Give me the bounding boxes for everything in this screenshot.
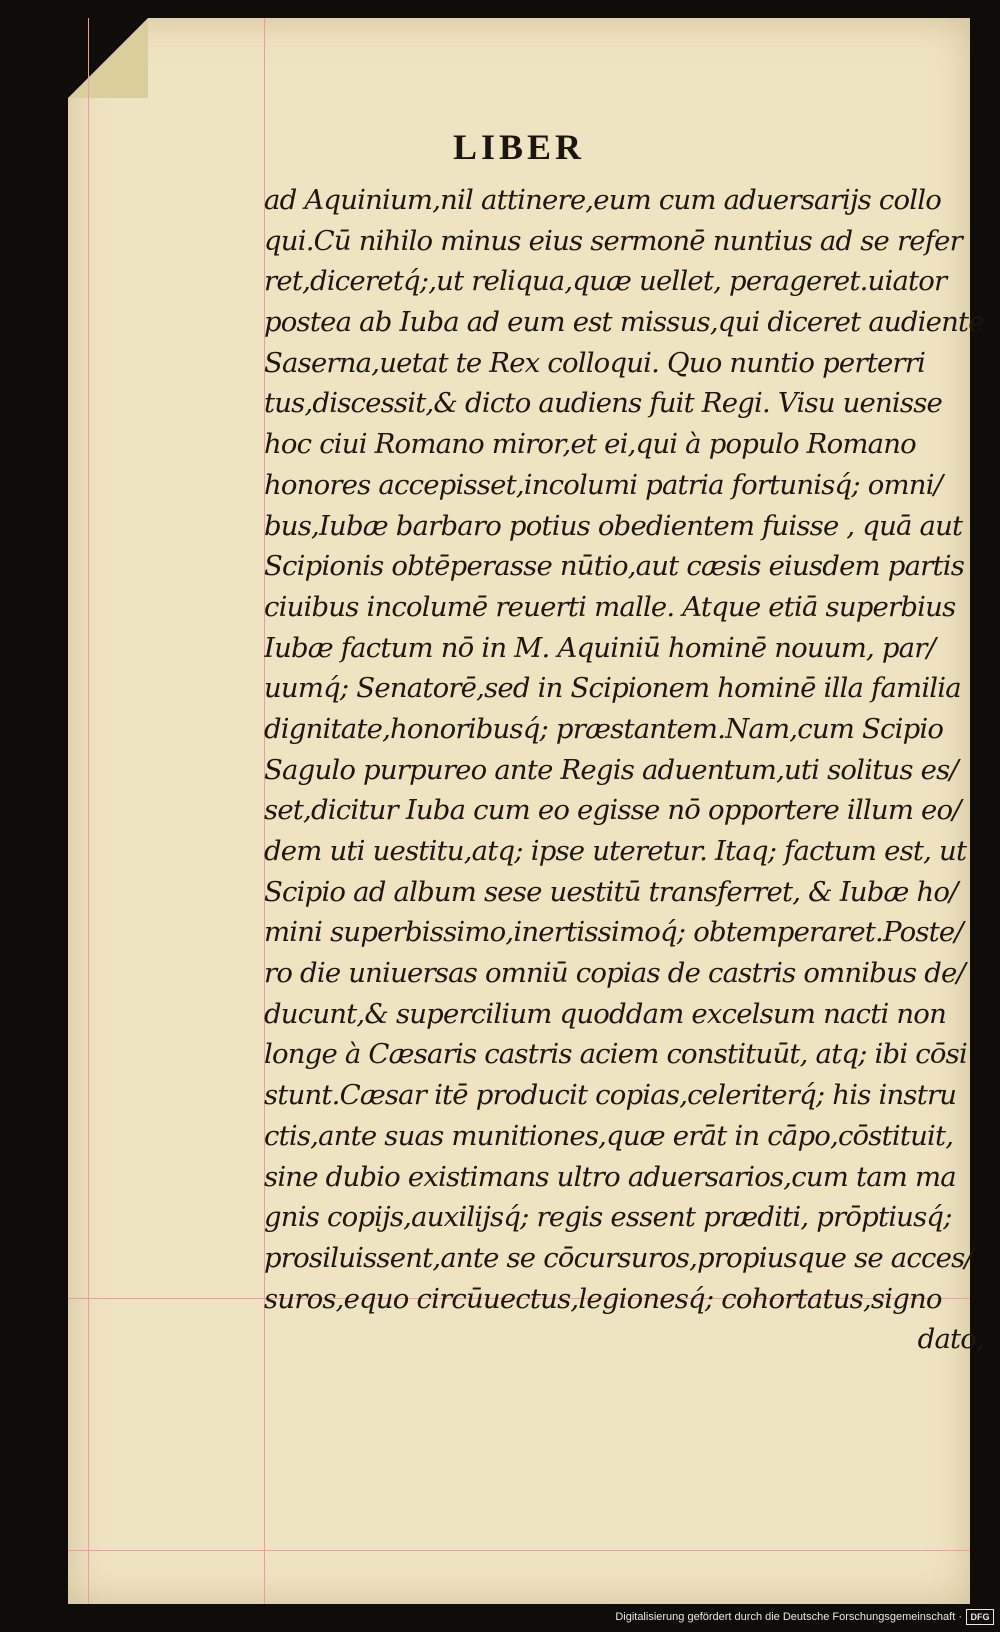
digitization-footer	[615, 1608, 994, 1626]
running-title: LIBER	[452, 127, 586, 167]
text-line: prosiluissent,ante se cōcursuros,propiusque se acces/	[264, 1241, 973, 1274]
text-line: dignitate,honoribusq́; præstantem.Nam,cum Scipio	[264, 712, 944, 745]
text-line: Saserna,uetat te Rex colloqui. Quo nuntio perterri	[264, 346, 926, 379]
text-line: ret,diceretq́;,ut reliqua,quæ uellet, perageret.uiator	[264, 265, 947, 298]
text-line: Iubæ factum nō in M. Aquiniū hominē nouum, par/	[264, 631, 936, 664]
text-line: sine dubio existimans ultro aduersarios,cum tam ma	[264, 1160, 956, 1193]
text-line: hoc ciui Romano miror,et ei,qui à populo Romano	[264, 428, 916, 461]
text-line: tus,discessit,& dicto audiens fuit Regi. Visu uenisse	[264, 387, 942, 420]
text-line: Scipio ad album sese uestitū transferret, & Iubæ ho/	[264, 875, 958, 908]
text-line: ro die uniuersas omniū copias de castris omnibus de/	[264, 957, 965, 990]
text-line: gnis copijs,auxilijsq́; regis essent præditi, prōptiusq́;	[264, 1201, 952, 1234]
text-line: ad Aquinium,nil attinere,eum cum aduersarijs collo	[264, 184, 942, 216]
text-line: dem uti uestitu,atq; ipse uteretur. Itaq; factum est, ut	[264, 835, 967, 867]
text-line: Sagulo purpureo ante Regis aduentum,uti solitus es/	[264, 753, 958, 786]
text-line: set,dicitur Iuba cum eo egisse nō opportere illum eo/	[264, 794, 961, 827]
text-line: suros,equo circūuectus,legionesq́; cohortatus,signo	[264, 1282, 942, 1315]
torn-corner	[68, 18, 148, 98]
funding-notice: Digitalisierung gefördert durch die Deutsche Forschungsgemeinschaft ·	[615, 1611, 962, 1623]
text-line: stunt.Cæsar itē producit copias,celeriterq́; his instru	[264, 1079, 957, 1112]
text-block	[264, 180, 984, 1360]
text-line: mini superbissimo,inertissimoq́; obtemperaret.Poste/	[264, 916, 963, 949]
margin-rule-footer	[68, 1550, 970, 1551]
text-line: uumq́; Senatorē,sed in Scipionem hominē illa familia	[264, 672, 961, 705]
text-line: Scipionis obtēperasse nūtio,aut cæsis eiusdem partis	[264, 550, 965, 583]
margin-rule-left	[88, 18, 89, 1604]
text-line: ducunt,& supercilium quoddam excelsum nacti non	[264, 997, 946, 1030]
text-line: postea ab Iuba ad eum est missus,qui diceret audiente	[264, 306, 984, 339]
text-line: dato,	[917, 1323, 984, 1356]
dfg-logo-icon: DFG	[966, 1609, 994, 1625]
text-line: longe à Cæsaris castris aciem constituūt, atq; ibi cōsi	[264, 1038, 967, 1071]
text-line: ciuibus incolumē reuerti malle. Atque etiā superbius	[264, 590, 956, 623]
text-line: qui.Cū nihilo minus eius sermonē nuntius ad se refer	[264, 224, 962, 257]
text-line: honores accepisset,incolumi patria fortunisq́; omni/	[264, 468, 943, 501]
book-page	[68, 18, 984, 1604]
text-line: ctis,ante suas munitiones,quæ erāt in cāpo,cōstituit,	[264, 1119, 954, 1152]
text-line: bus,Iubæ barbaro potius obedientem fuisse , quā aut	[264, 509, 963, 542]
